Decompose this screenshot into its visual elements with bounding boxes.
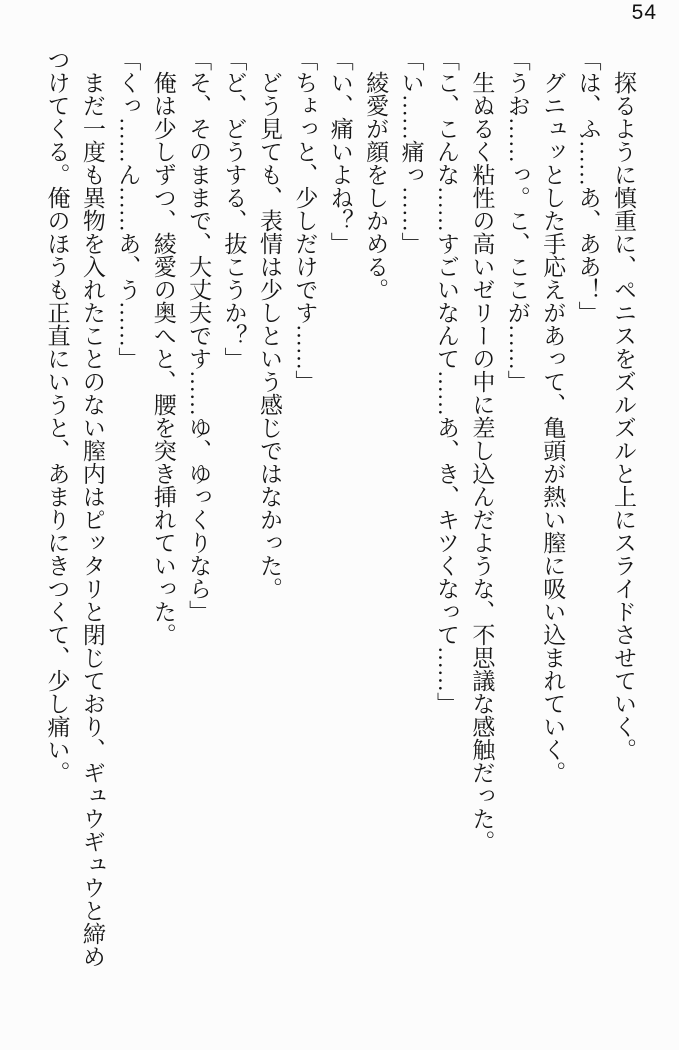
text-line: グニュッとした手応えがあって、亀頭が熱い膣に吸い込まれていく。: [540, 71, 566, 784]
text-line: どう見ても、表情は少しという感じではなかった。: [256, 71, 282, 600]
text-line: 「そ、そのままで、大丈夫です……ゆ、ゆっくりなら」: [186, 48, 212, 623]
text-line: 「は、ふ……あ、ああ！」: [575, 48, 601, 324]
text-line: 俺は少しずつ、綾愛の奥へと、腰を突き挿れていった。: [150, 71, 176, 646]
text-line: つけてくる。俺のほうも正直にいうと、あまりにきつくて、少し痛い。: [44, 48, 70, 784]
text-line: 「うお……っ。こ、ここが……」: [504, 48, 530, 393]
text-line: 「ど、どうする、抜こうか？」: [221, 48, 247, 370]
text-line: 「い……痛っ……」: [398, 48, 424, 255]
text-line: 「こ、こんな……すごいなんて……あ、き、キツくなって……」: [433, 48, 459, 715]
page-number: 54: [631, 1, 657, 24]
text-line: 「い、痛いよね？」: [327, 48, 353, 255]
text-line: まだ一度も異物を入れたことのない膣内はピッタリと閉じており、ギュウギュウと締め: [79, 71, 105, 968]
text-line: 生ぬるく粘性の高いゼリーの中に差し込んだような、不思議な感触だった。: [469, 71, 495, 853]
text-line: 綾愛が顔をしかめる。: [363, 71, 389, 301]
text-line: 探るように慎重に、ペニスをズルズルと上にスライドさせていく。: [611, 71, 636, 761]
text-block: [39, 48, 641, 1048]
text-line: 「ちょっと、少しだけです……」: [292, 48, 318, 393]
text-line: 「くっ……ん……あ、う……」: [115, 48, 141, 370]
